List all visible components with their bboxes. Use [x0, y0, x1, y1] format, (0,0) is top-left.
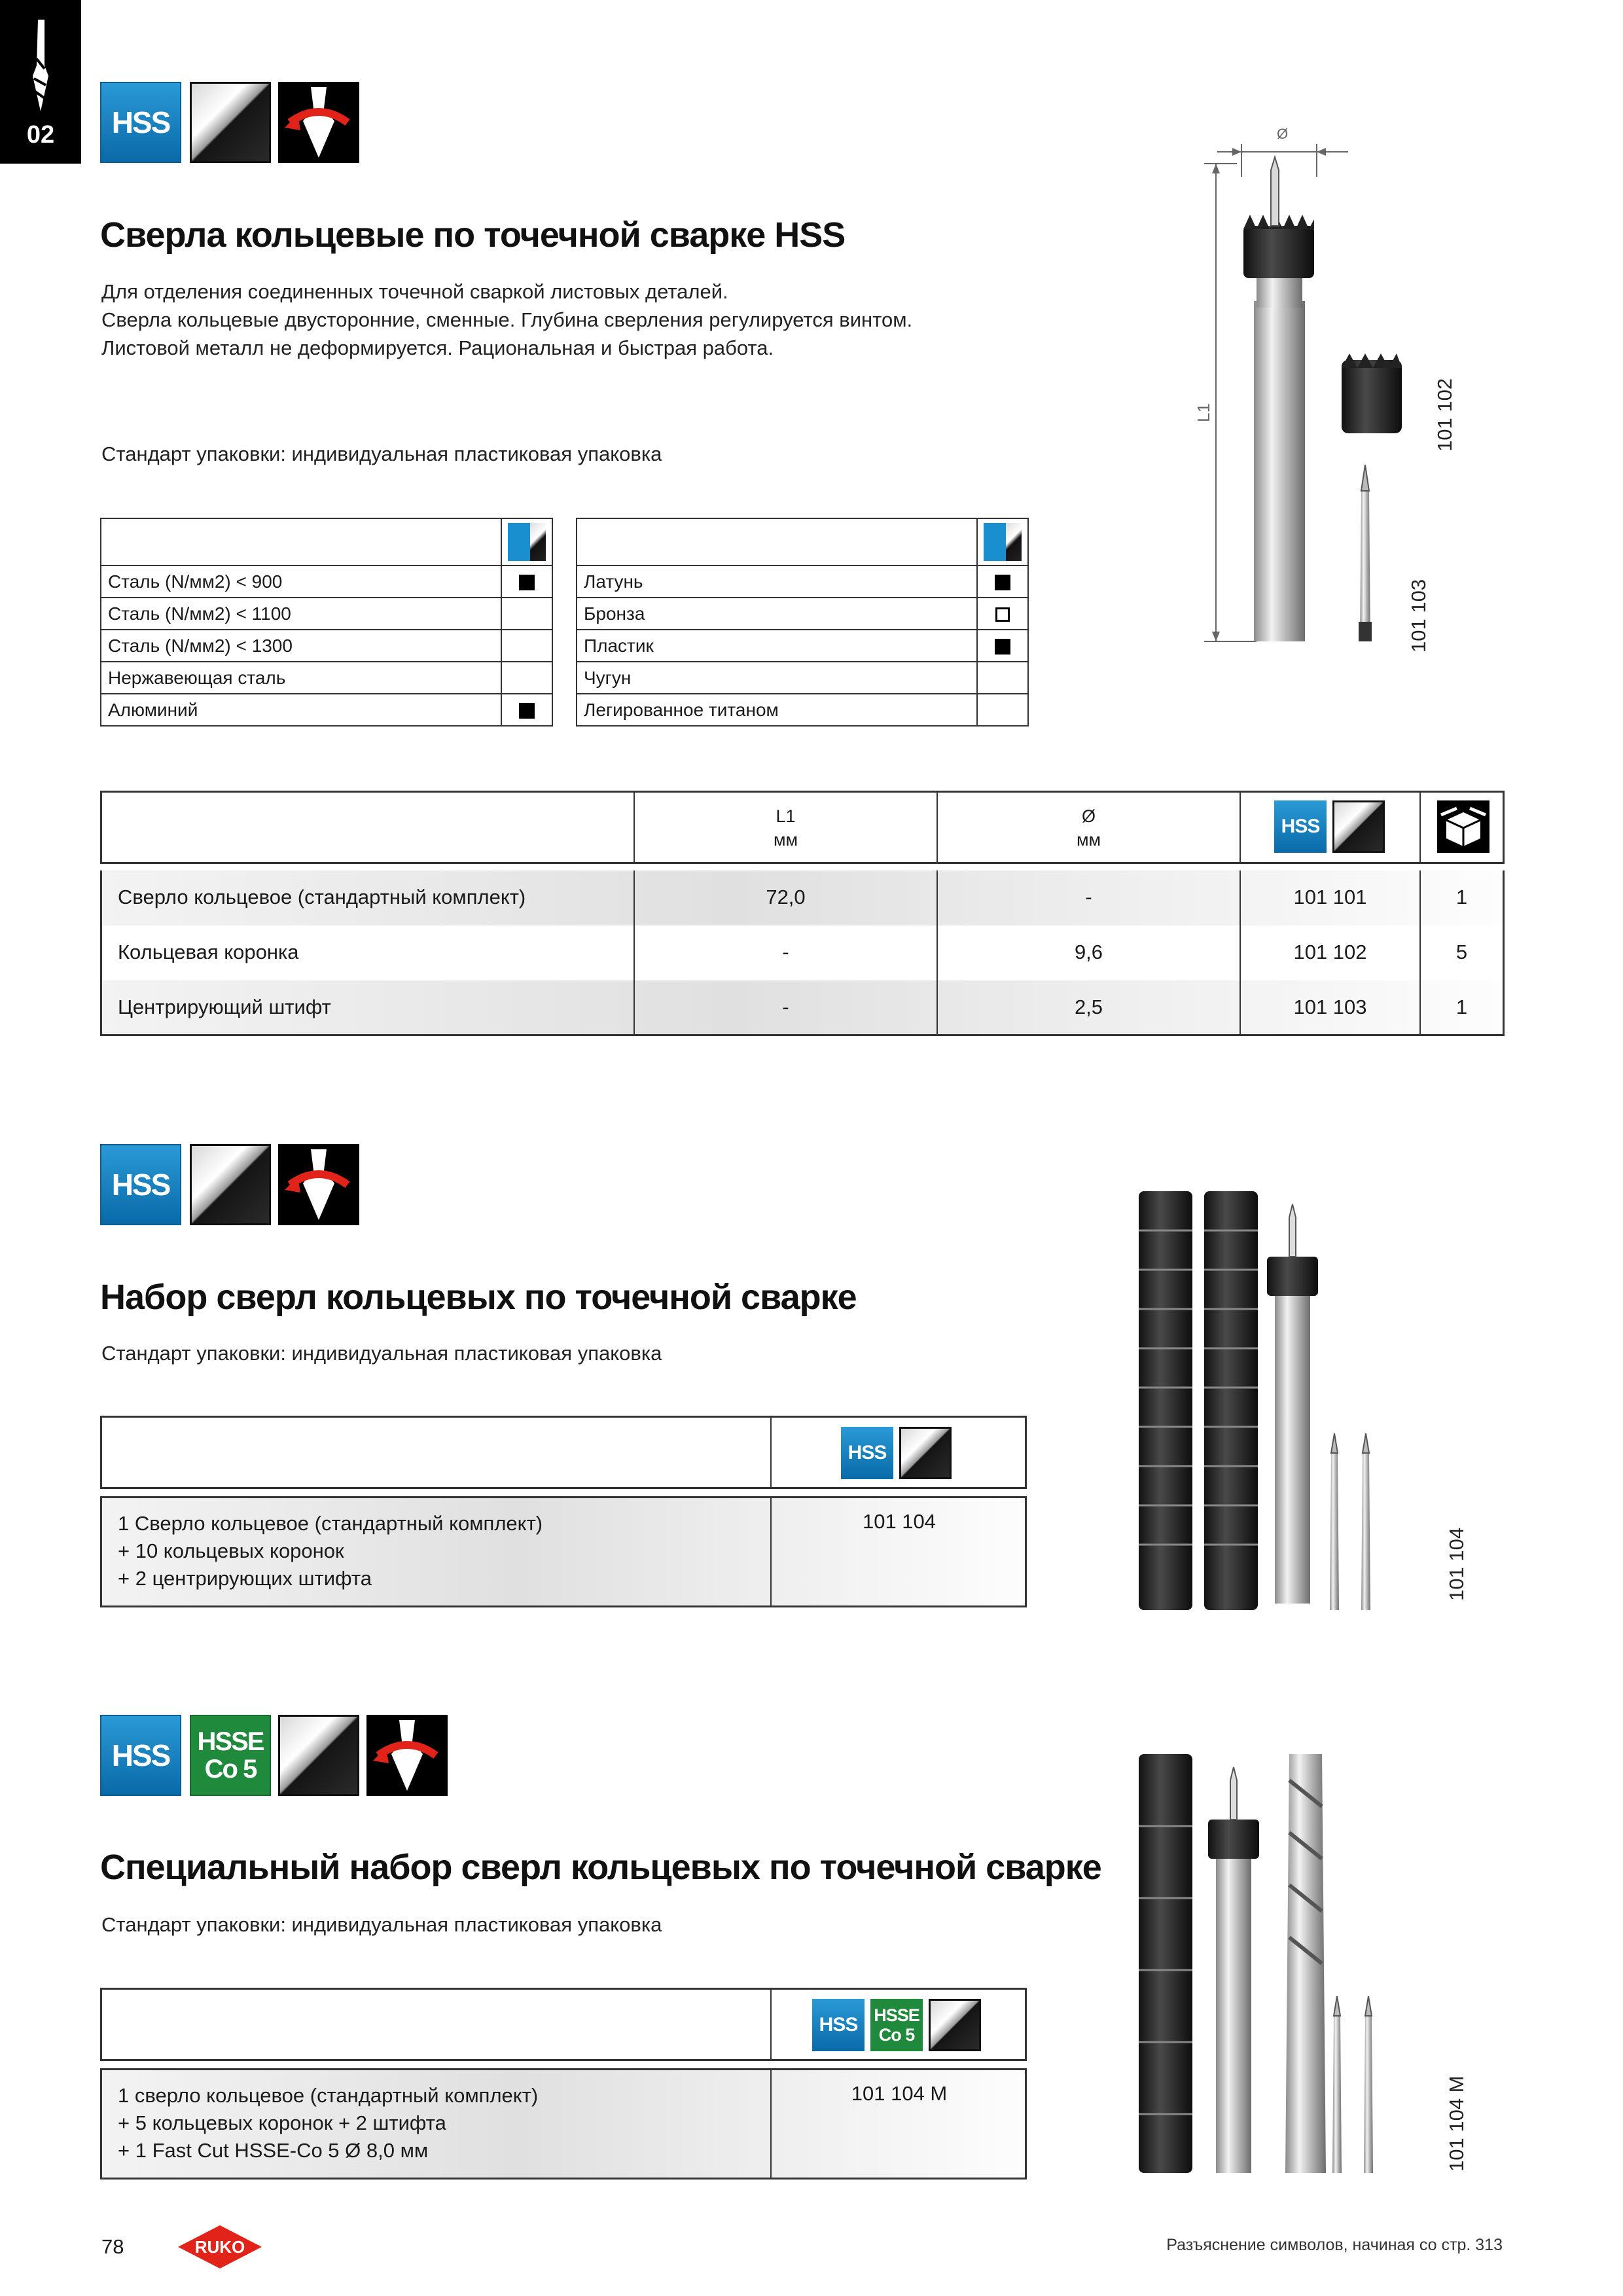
- hss-badge: HSS: [100, 82, 181, 163]
- col-l1-header: L1 мм: [773, 806, 798, 850]
- product-article: 101 103: [1293, 996, 1367, 1018]
- section3-title: Специальный набор сверл кольцевых по точечной сварке: [100, 1848, 1101, 1887]
- section1-description: Для отделения соединенных точечной сваркой листовых деталей. Сверла кольцевые двусторонние, сменные. Глубина сверления регулируется винтом. Листовой металл не деформируется. Рациональная и быстрая работа.: [101, 280, 913, 359]
- bright-finish-icon: [190, 1144, 271, 1225]
- hss-small-badge: HSS: [812, 1999, 865, 2051]
- section2-packaging: Стандарт упаковки: индивидуальная пластиковая упаковка: [101, 1342, 662, 1365]
- hss-finish-mini-icon: [508, 523, 546, 561]
- spot-weld-set-illustration: [1126, 1178, 1440, 1623]
- special-set-article: 101 104 M: [851, 2082, 948, 2105]
- product-l1: -: [782, 996, 789, 1018]
- hss-badge: HSS: [100, 1144, 181, 1225]
- set-article-label: 101 104: [1445, 1527, 1468, 1601]
- product-diameter: 2,5: [1074, 996, 1103, 1018]
- conditional-mark: [995, 607, 1010, 622]
- reversible-drill-icon: [366, 1715, 448, 1796]
- ruko-logo: [177, 2224, 263, 2270]
- reversible-drill-icon: [278, 1144, 359, 1225]
- materials-table-right: Латунь Бронза Пластик Чугун Легированное титаном: [576, 518, 1029, 726]
- product-name: Сверло кольцевое (стандартный комплект): [118, 886, 526, 908]
- hss-badge: HSS: [100, 1715, 181, 1796]
- crown-article-label: 101 102: [1433, 378, 1456, 452]
- diameter-dim-label: Ø: [1277, 126, 1289, 142]
- suitable-mark: [519, 575, 535, 590]
- suitable-mark: [519, 703, 535, 719]
- hsse-co5-badge: HSSE Co 5: [190, 1715, 271, 1796]
- col-diameter-header: Ø мм: [1076, 806, 1101, 850]
- product-table-body: [100, 870, 1505, 1036]
- hss-finish-mini-icon: [984, 523, 1022, 561]
- reversible-drill-icon: [278, 82, 359, 163]
- package-icon: [1437, 800, 1489, 853]
- special-set-article-label: 101 104 M: [1445, 2075, 1468, 2172]
- symbols-reference-note: Разъяснение символов, начиная со стр. 313: [1166, 2236, 1503, 2254]
- suitable-mark: [995, 575, 1010, 590]
- section3-packaging: Стандарт упаковки: индивидуальная пластиковая упаковка: [101, 1913, 662, 1936]
- drill-icon: [25, 20, 56, 111]
- bright-finish-icon: [278, 1715, 359, 1796]
- bright-finish-icon: [190, 82, 271, 163]
- finish-small-icon: [899, 1427, 952, 1479]
- product-l1: 72,0: [766, 886, 806, 908]
- product-article: 101 102: [1293, 941, 1367, 963]
- set-table-header: [100, 1416, 1027, 1489]
- finish-small-icon: [1332, 800, 1385, 853]
- pin-article-label: 101 103: [1407, 579, 1430, 653]
- materials-table-left: Сталь (N/мм2) < 900 Сталь (N/мм2) < 1100 Сталь (N/мм2) < 1300 Нержавеющая сталь Алюминий: [100, 518, 553, 726]
- suitable-mark: [995, 639, 1010, 655]
- chapter-number: 02: [26, 121, 55, 149]
- page-number: 78: [101, 2235, 124, 2258]
- special-set-table-row: [100, 2068, 1027, 2179]
- section1-title: Сверла кольцевые по точечной сварке HSS: [100, 215, 846, 255]
- finish-small-icon: [929, 1999, 981, 2051]
- special-set-illustration: [1126, 1741, 1440, 2186]
- product-table-header: [100, 791, 1505, 864]
- hss-small-badge: HSS: [841, 1427, 893, 1479]
- product-qty: 5: [1455, 941, 1468, 963]
- length-dim-label: L1: [1194, 403, 1213, 422]
- set-contents: 1 Сверло кольцевое (стандартный комплект) + 10 кольцевых коронок + 2 центрирующих штифта: [118, 1512, 543, 1590]
- svg-text:RUKO: RUKO: [194, 2237, 245, 2257]
- product-name: Кольцевая коронка: [118, 941, 299, 963]
- special-set-contents: 1 сверло кольцевое (стандартный комплект) + 5 кольцевых коронок + 2 штифта + 1 Fast Cut HSSE-Co 5 Ø 8,0 мм: [118, 2084, 539, 2162]
- product-qty: 1: [1455, 886, 1468, 908]
- product-qty: 1: [1455, 996, 1468, 1018]
- set-table-row: [100, 1496, 1027, 1607]
- product-article: 101 101: [1293, 886, 1367, 908]
- hsse-co5-small-badge: HSSE Co 5: [870, 1999, 923, 2051]
- product-diameter: 9,6: [1074, 941, 1103, 963]
- set-article: 101 104: [862, 1510, 936, 1533]
- section2-title: Набор сверл кольцевых по точечной сварке: [100, 1278, 857, 1317]
- product-l1: -: [782, 941, 789, 963]
- product-diameter: -: [1085, 886, 1092, 908]
- special-set-table-header: [100, 1988, 1027, 2061]
- product-name: Центрирующий штифт: [118, 996, 331, 1018]
- hss-small-badge: HSS: [1274, 800, 1327, 853]
- chapter-tab: [0, 0, 81, 164]
- section1-packaging: Стандарт упаковки: индивидуальная пластиковая упаковка: [101, 442, 662, 465]
